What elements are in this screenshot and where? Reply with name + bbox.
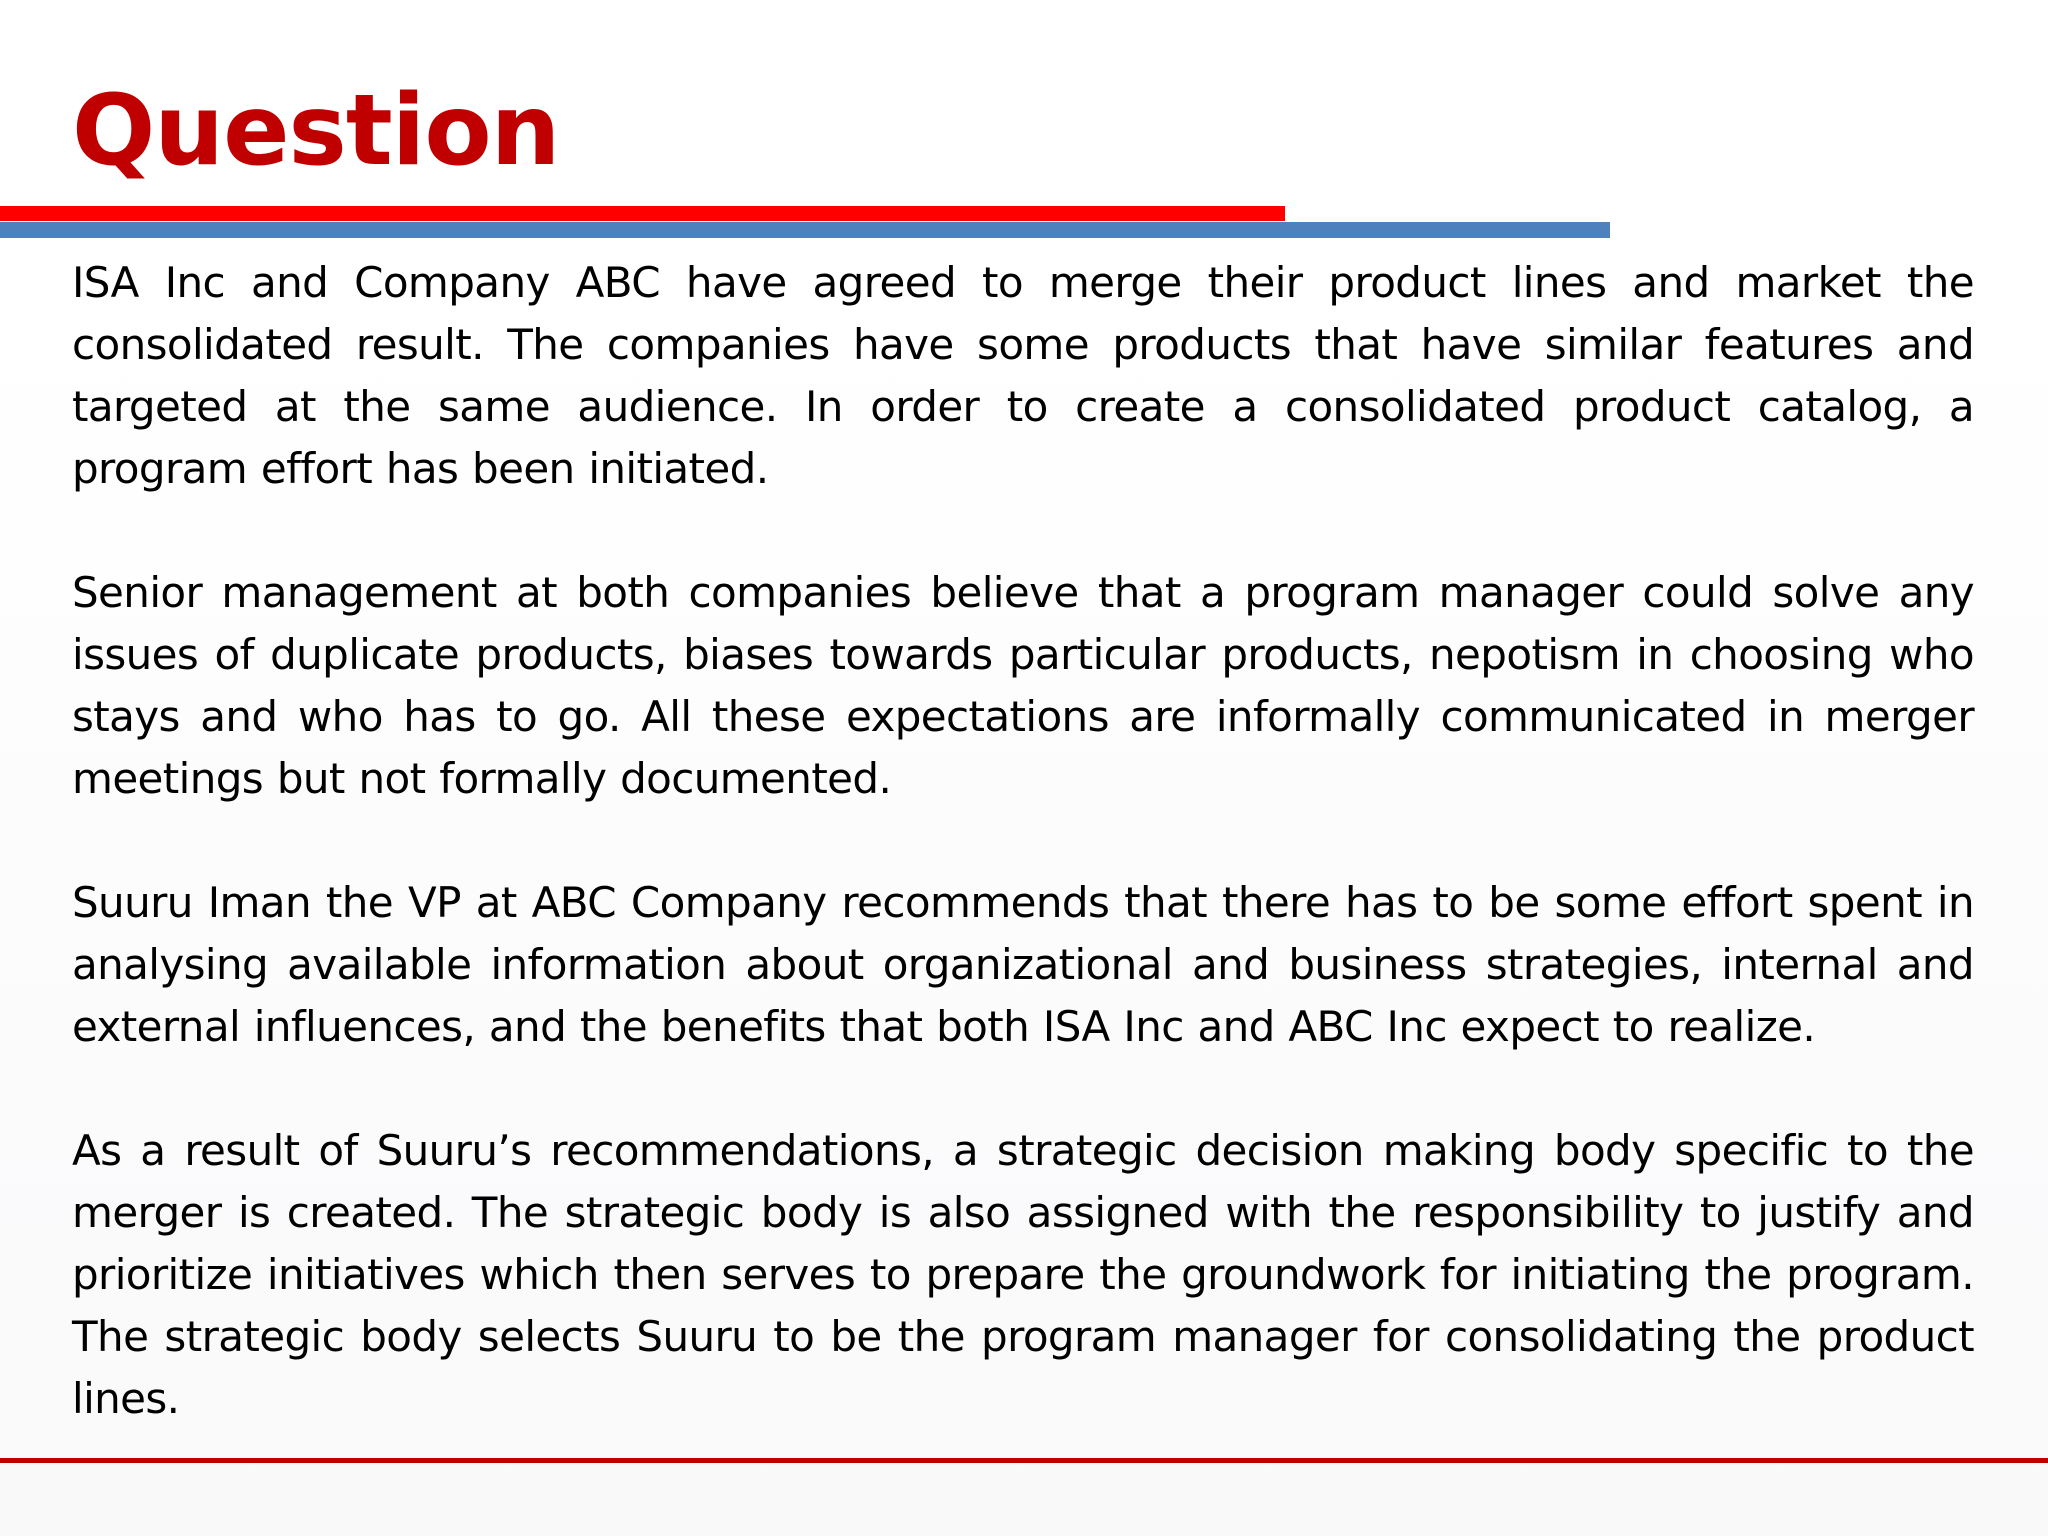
slide-body: [72, 252, 1974, 1492]
title-underline-blue: [0, 222, 1610, 238]
paragraph-vp-recommendation: Suuru Iman the VP at ABC Company recommends that there has to be some effort spent in analysing available information about organizational and business strategies, internal and external influences, and the benefits that both ISA Inc and ABC Inc expect to realize.: [72, 878, 1974, 1051]
paragraph-senior-management: Senior management at both companies believe that a program manager could solve any issues of duplicate products, biases towards particular products, nepotism in choosing who stays and who has to go. All these expectations are informally communicated in merger meetings but not formally documented.: [72, 568, 1974, 803]
paragraph-merger-intro: ISA Inc and Company ABC have agreed to merge their product lines and market the consolidated result. The companies have some products that have similar features and targeted at the same audience. In order to create a consolidated product catalog, a program effort has been initiated.: [72, 258, 1974, 493]
paragraph-strategic-body: As a result of Suuru’s recommendations, a strategic decision making body specific to the merger is created. The strategic body is also assigned with the responsibility to justify and prioritize initiatives which then serves to prepare the groundwork for initiating the program. The strategic body selects Suuru to be the program manager for consolidating the product lines.: [72, 1126, 1974, 1423]
title-underline-red: [0, 206, 1285, 221]
footer-rule: [0, 1458, 2048, 1463]
slide-title: Question: [72, 74, 560, 188]
